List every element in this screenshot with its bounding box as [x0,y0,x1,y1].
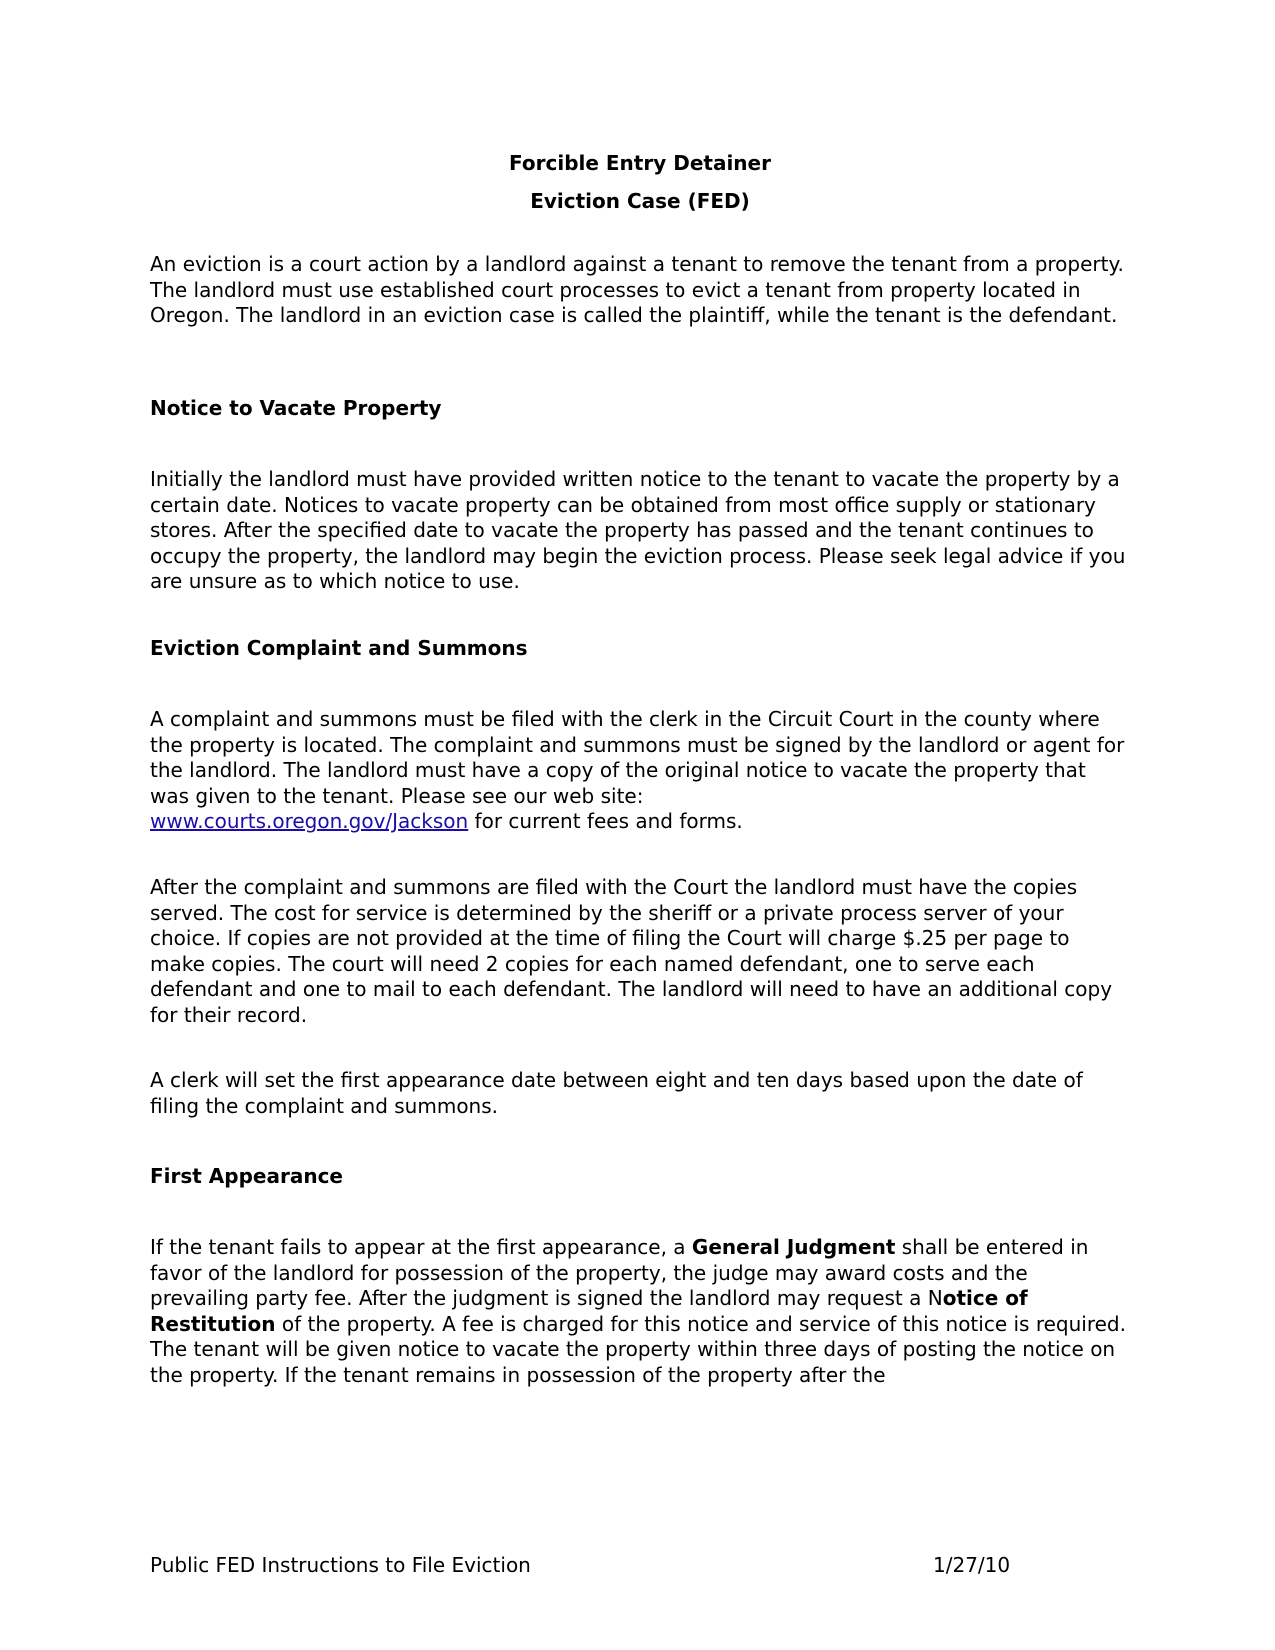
document-subtitle: Eviction Case (FED) [530,189,750,213]
document-page [150,0,1130,1650]
general-judgment-term: General Judgment [691,1235,896,1259]
notice-of-restitution-term: otice of Restitution [150,1286,1028,1336]
complaint-paragraph-3: A clerk will set the first appearance date between eight and ten days based upon the date of filing the complaint and summons. [150,1068,1083,1118]
first-appearance-text-c: of the property. A fee is charged for this notice and service of this notice is required. The tenant will be given notice to vacate the property within three days of posting the notice on the property. If the tenant remains in possession of the property after the [150,1311,1126,1387]
complaint-paragraph-1 [150,707,1130,835]
first-appearance-text-b: shall be entered in favor of the landlord for possession of the property, the judge may award costs and the prevailing party fee. After the judgment is signed the landlord may request a N [150,1235,1089,1310]
intro-paragraph: An eviction is a court action by a landlord against a tenant to remove the tenant from a property. The landlord must use established court processes to evict a tenant from property located in Oregon. The landlord in an eviction case is called the plaintiff, while the tenant is the defendant. [150,252,1124,327]
footer-document-name: Public FED Instructions to File Eviction [150,1553,531,1577]
first-appearance-text-a: If the tenant fails to appear at the first appearance, a [150,1235,692,1259]
notice-paragraph: Initially the landlord must have provided written notice to the tenant to vacate the property by a certain date. Notices to vacate property can be obtained from most office supply or stationary stores. After the specified date to vacate the property has passed and the tenant continues to occupy the property, the landlord may begin the eviction process. Please seek legal advice if you are unsure as to which notice to use. [150,467,1126,593]
document-title: Forcible Entry Detainer [509,151,771,175]
section-heading-notice: Notice to Vacate Property [150,396,442,420]
section-heading-first-appearance: First Appearance [150,1164,343,1188]
complaint-paragraph-1-after: for current fees and forms. [468,809,743,833]
footer-date: 1/27/10 [933,1553,1011,1577]
first-appearance-paragraph [150,1235,1130,1388]
complaint-paragraph-1-text: A complaint and summons must be filed with the clerk in the Circuit Court in the county where the property is located. The complaint and summons must be signed by the landlord or agent for the landlord. The landlord must have a copy of the original notice to vacate the property that was given to the tenant. Please see our web site: [150,707,1125,808]
court-website-link[interactable]: www.courts.oregon.gov/Jackson [150,809,469,833]
complaint-paragraph-2: After the complaint and summons are filed with the Court the landlord must have the copies served. The cost for service is determined by the sheriff or a private process server of your choice. If copies are not provided at the time of filing the Court will charge $.25 per page to make copies. The court will need 2 copies for each named defendant, one to serve each defendant and one to mail to each defendant. The landlord will need to have an additional copy for their record. [150,875,1113,1027]
section-heading-complaint: Eviction Complaint and Summons [150,636,528,660]
